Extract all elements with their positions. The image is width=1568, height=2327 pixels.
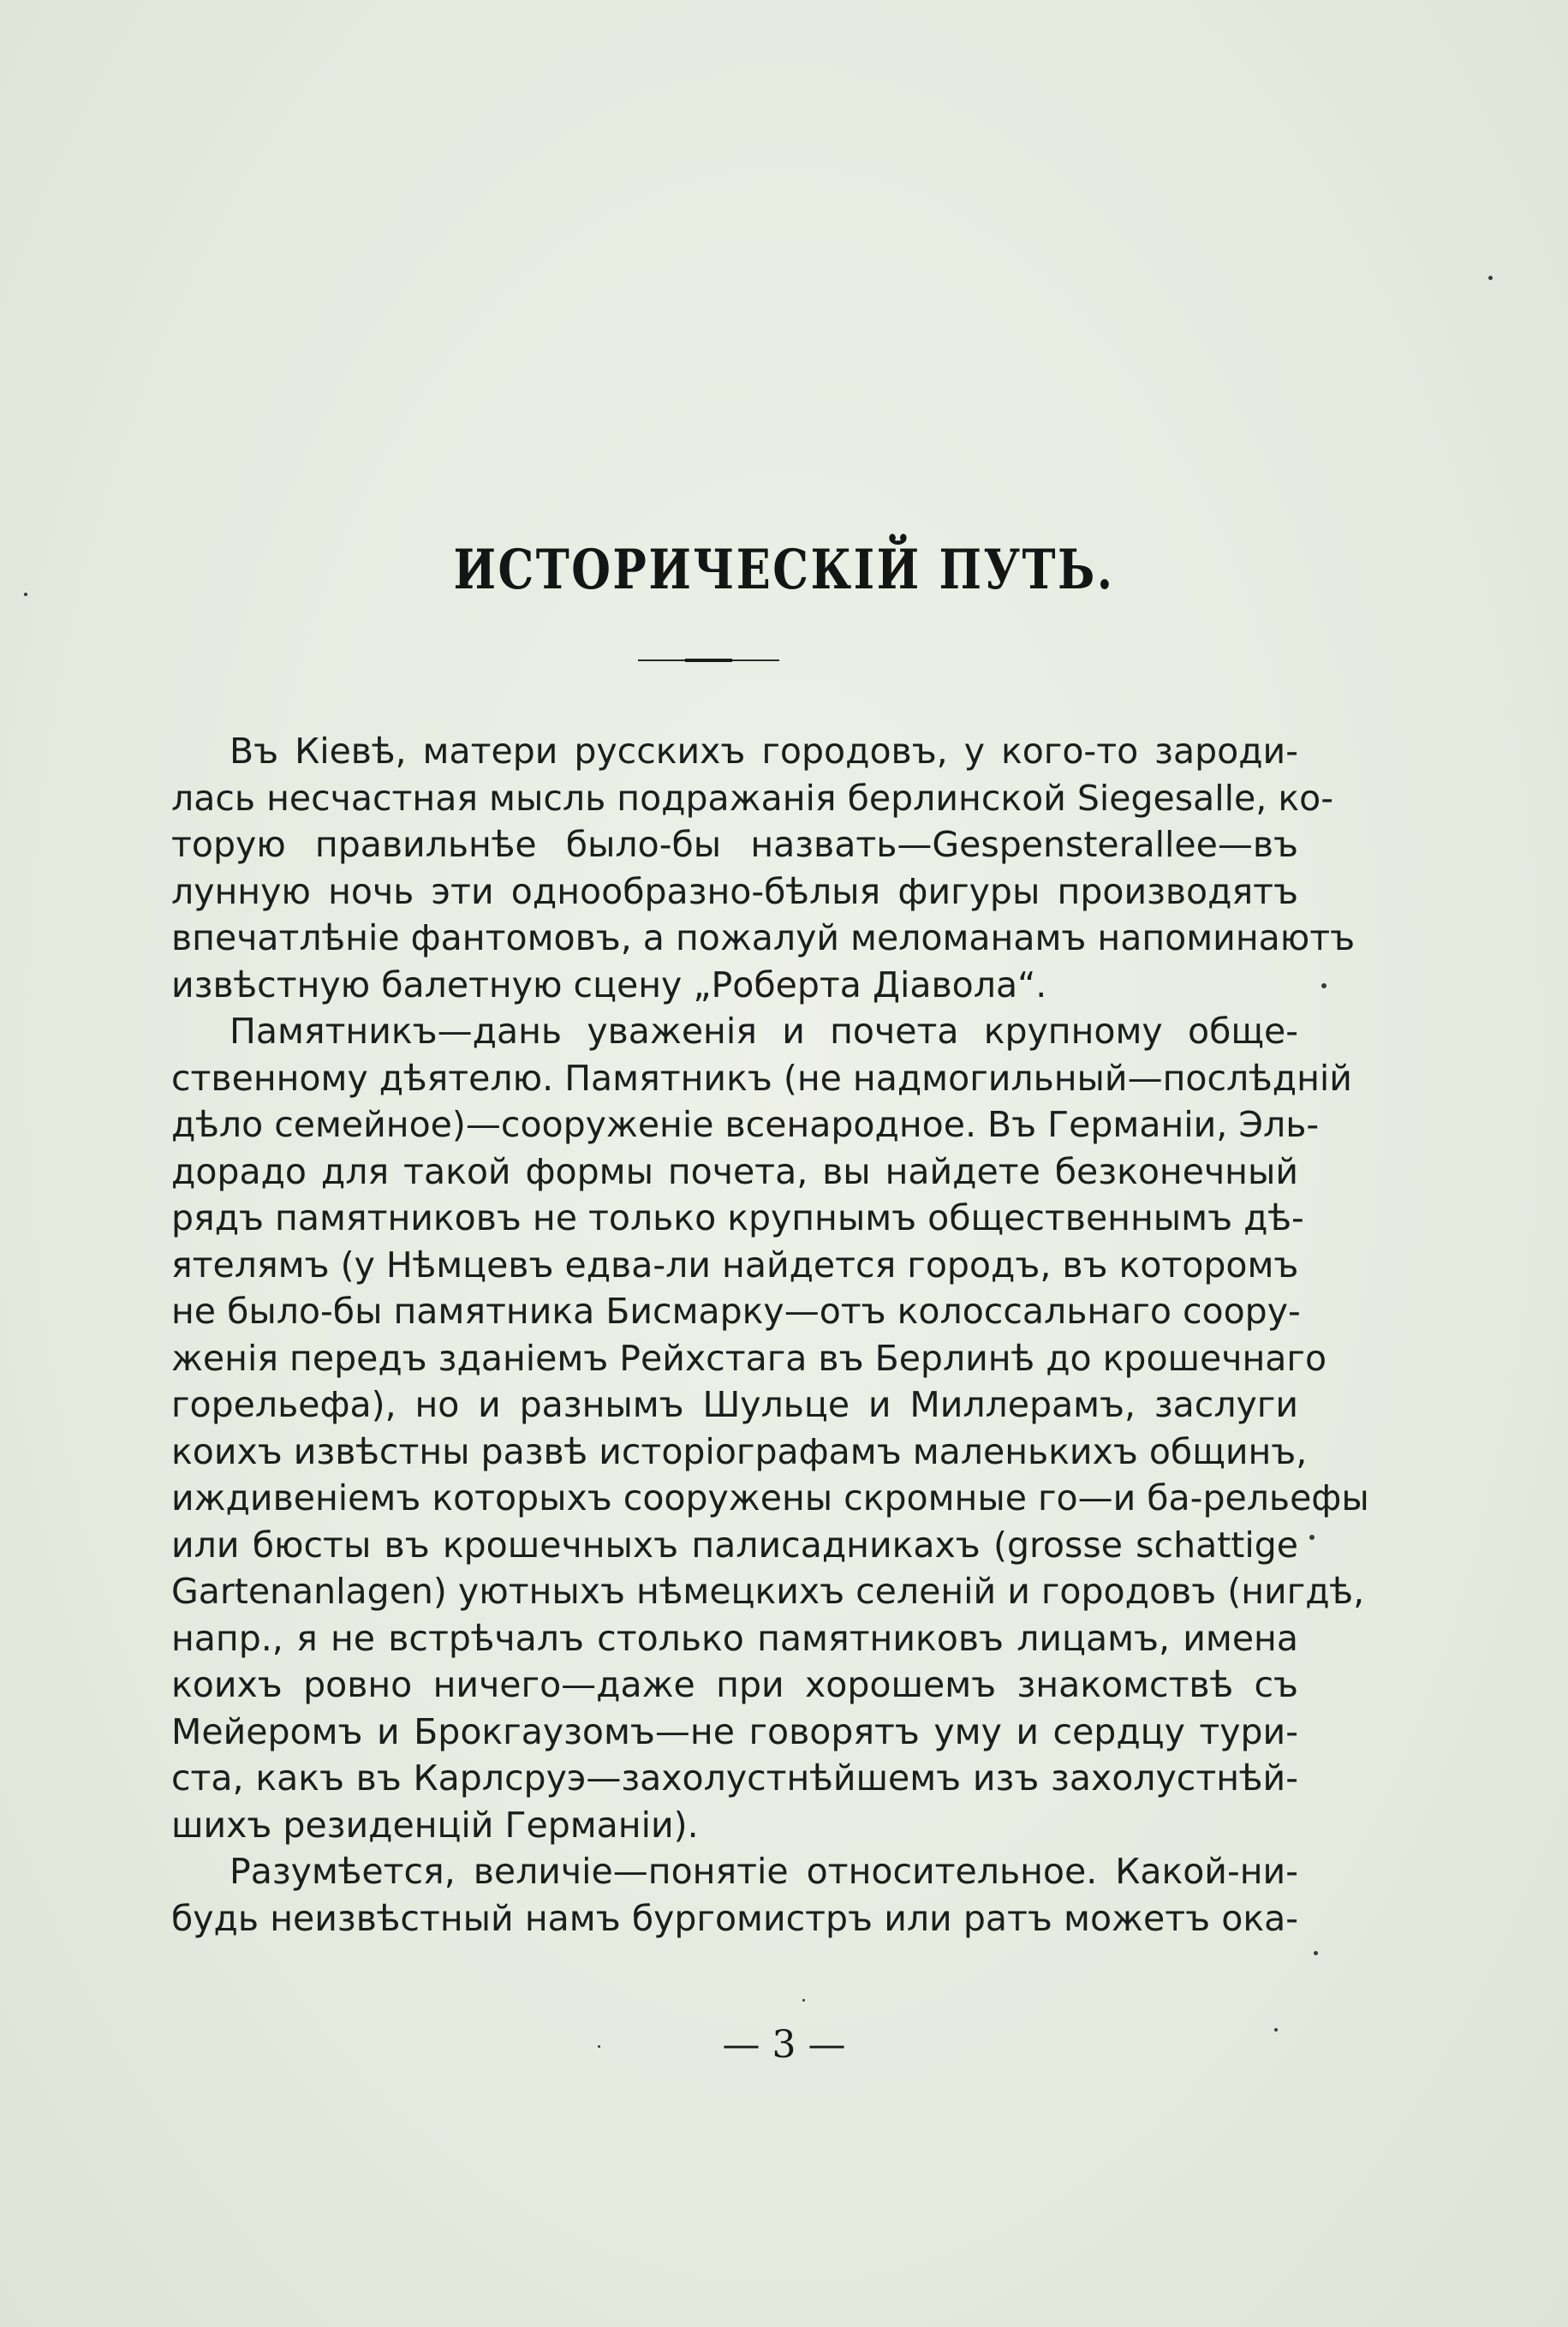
paper-speck — [24, 593, 27, 596]
text-line: Памятникъ—дань уваженія и почета крупному обще- — [230, 1011, 1298, 1052]
text-line: лунную ночь эти однообразно-бѣлыя фигуры производятъ — [171, 870, 1298, 912]
text-line: рядъ памятниковъ не только крупнымъ общественнымъ дѣ- — [171, 1197, 1304, 1238]
paper-speck — [1314, 1951, 1318, 1955]
text-line: Въ Кіевѣ, матери русскихъ городовъ, у кого-то зароди- — [230, 731, 1298, 772]
body-text — [171, 728, 1369, 1942]
text-line: шихъ резиденцій Германіи). — [171, 1804, 699, 1846]
text-line: иждивеніемъ которыхъ сооружены скромные го—и ба-рельефы — [171, 1477, 1369, 1519]
text-line: Gartenanlagen) уютныхъ нѣмецкихъ селеній и городовъ (нигдѣ, — [171, 1571, 1365, 1612]
text-line: впечатлѣніе фантомовъ, а пожалуй меломанамъ напоминаютъ — [171, 917, 1356, 958]
text-line: ятелямъ (у Нѣмцевъ едва-ли найдется городъ, въ которомъ — [171, 1244, 1299, 1286]
text-line: Разумѣется, величіе—понятіе относительное. Какой-ни- — [230, 1851, 1298, 1892]
chapter-title: ИСТОРИЧЕСКІЙ ПУТЬ. — [453, 538, 1115, 602]
text-line: ста, какъ въ Карлсруэ—захолустнѣйшемъ изъ захолустнѣй- — [171, 1757, 1298, 1799]
text-line: дорадо для такой формы почета, вы найдете безконечный — [171, 1150, 1298, 1192]
paper-speck — [598, 2045, 600, 2048]
text-line: напр., я не встрѣчалъ столько памятниковъ лицамъ, имена — [171, 1617, 1298, 1659]
text-line: торую правильнѣе было-бы назвать—Gespensterallee—въ — [171, 824, 1298, 865]
text-line: Мейеромъ и Брокгаузомъ—не говорятъ уму и сердцу тури- — [171, 1710, 1298, 1752]
text-line: или бюсты въ крошечныхъ палисадникахъ (grosse schattige — [171, 1524, 1298, 1566]
paper-speck — [1321, 983, 1327, 988]
paper-speck — [1488, 276, 1493, 280]
text-line: коихъ ровно ничего—даже при хорошемъ знакомствѣ съ — [171, 1664, 1298, 1705]
paper-speck — [1309, 1535, 1315, 1540]
text-line: горельефа), но и разнымъ Шульце и Миллерамъ, заслуги — [171, 1384, 1298, 1425]
title-divider — [638, 659, 779, 661]
text-line: дѣло семейное)—сооруженіе всенародное. Въ Германіи, Эль- — [171, 1104, 1320, 1145]
text-line: будь неизвѣстный намъ бургомистръ или ратъ можетъ ока- — [171, 1897, 1298, 1939]
text-line: коихъ извѣстны развѣ исторіографамъ маленькихъ общинъ, — [171, 1430, 1308, 1472]
page-number: — 3 — — [722, 2023, 846, 2067]
paper-speck — [802, 1999, 805, 2002]
paper-speck — [1274, 2028, 1278, 2032]
text-line: женія передъ зданіемъ Рейхстага въ Берлинѣ до крошечнаго — [171, 1337, 1327, 1379]
text-line: ственному дѣятелю. Памятникъ (не надмогильный—послѣдній — [171, 1057, 1352, 1099]
text-line: лась несчастная мысль подражанія берлинской Siegesalle, ко- — [171, 777, 1333, 819]
text-line: извѣстную балетную сцену „Роберта Діавола“. — [171, 964, 1047, 1005]
text-line: не было-бы памятника Бисмарку—отъ колоссальнаго соору- — [171, 1291, 1301, 1332]
